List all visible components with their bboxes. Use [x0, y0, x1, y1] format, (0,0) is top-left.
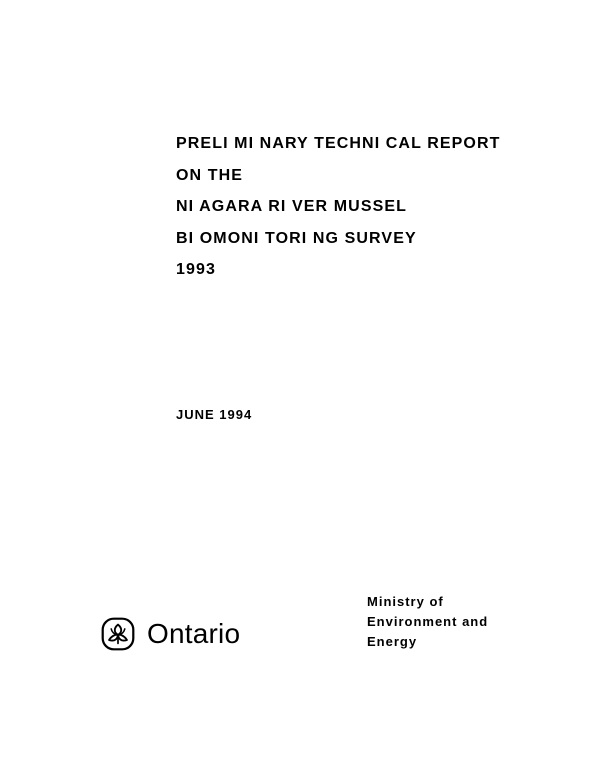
title-line-4: BI OMONI TORI NG SURVEY	[176, 229, 417, 247]
ontario-wordmark: Ontario	[147, 618, 241, 649]
report-title	[176, 128, 501, 286]
ministry-line-3: Energy	[367, 634, 418, 649]
title-line-1: PRELI MI NARY TECHNI CAL REPORT	[176, 135, 501, 152]
ministry-line-2: Environment and	[367, 614, 489, 629]
title-line-2: ON THE	[176, 166, 244, 184]
title-line-3: NI AGARA RI VER MUSSEL	[176, 198, 408, 215]
title-line-5: 1993	[176, 261, 216, 278]
ontario-trillium-icon	[101, 617, 135, 651]
ministry-name	[367, 592, 488, 652]
report-date: JUNE 1994	[176, 407, 253, 422]
ministry-line-1: Ministry of	[367, 594, 444, 609]
ontario-logo	[101, 616, 240, 652]
